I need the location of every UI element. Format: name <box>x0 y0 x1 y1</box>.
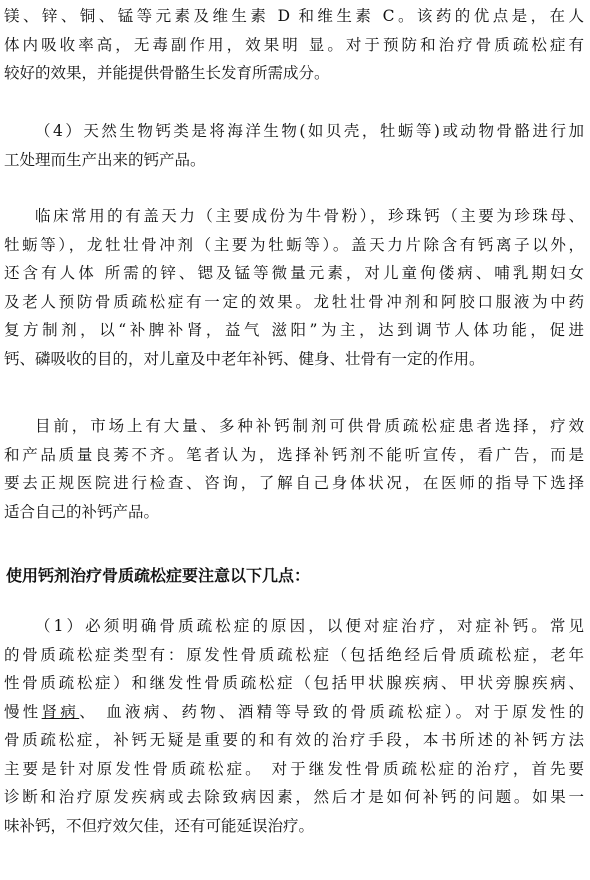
paragraph-osteoporosis-causes <box>4 612 584 840</box>
text-line: 目前，市场上有大量、多种补钙制剂可供骨质疏松症患者选择，疗效 <box>35 417 584 435</box>
text-line: 复方制剂，以“补脾补肾，益气 滋阳”为主，达到调节人体功能，促进 <box>4 321 584 339</box>
text-line: 镁、锌、铜、锰等元素及维生素 D 和维生素 C。该药的优点是，在人 <box>4 7 584 25</box>
text-line: 主要是针对原发性骨质疏松症。 对于继发性骨质疏松症的治疗，首先要 <box>4 759 584 778</box>
text-line: 钙、磷吸收的目的，对儿童及中老年补钙、健身、壮骨有一定的作用。 <box>4 349 485 368</box>
underlined-term: 肾病 <box>41 702 80 721</box>
text-line: （1）必须明确骨质疏松症的原因，以便对症治疗，对症补钙。常见 <box>35 617 584 635</box>
text-line: 临床常用的有盖天力（主要成份为牛骨粉），珍珠钙（主要为珍珠母、 <box>35 207 584 225</box>
text-line: 诊断和治疗原发疾病或去除致病因素，然后才是如何补钙的问题。如果一 <box>4 788 584 806</box>
text-line: 牡蛎等），龙牡壮骨冲剂（主要为牡蛎等）。盖天力片除含有钙离子以外， <box>4 235 584 254</box>
text-line: 味补钙，不但疗效欠佳，还有可能延误治疗。 <box>4 816 315 835</box>
text-fragment: 慢性 <box>4 702 42 721</box>
text-line: 的骨质疏松症类型有：原发性骨质疏松症（包括绝经后骨质疏松症，老年 <box>4 645 584 664</box>
text-line: 工处理而生产出来的钙产品。 <box>4 150 206 169</box>
text-line: 骨质疏松症，补钙无疑是重要的和有效的治疗手段，本书所述的补钙方法 <box>4 731 584 749</box>
text-fragment: 血液病、药物、酒精等导致的骨质疏松症）。对于原发性的 <box>106 702 584 721</box>
text-line: 适合自己的补钙产品。 <box>4 502 160 521</box>
text-line: 要去正规医院进行检查、咨询，了解自己身体状况，在医师的指导下选择 <box>4 474 584 492</box>
text-line: （4）天然生物钙类是将海洋生物(如贝壳，牡蛎等)或动物骨骼进行加 <box>35 122 584 140</box>
text-line: 及老人预防骨质疏松症有一定的效果。龙牡壮骨冲剂和阿胶口服液为中药 <box>4 292 584 311</box>
text-line: 体内吸收率高，无毒副作用，效果明 显。对于预防和治疗骨质疏松症有 <box>4 35 584 54</box>
text-line <box>4 698 584 727</box>
text-line: 和产品质量良莠不齐。笔者认为，选择补钙剂不能听宣传，看广告，而是 <box>4 445 584 464</box>
paragraph-market-advice <box>4 412 584 526</box>
text-line: 较好的效果，并能提供骨骼生长发育所需成分。 <box>4 64 330 82</box>
text-fragment: 、 <box>79 702 107 721</box>
paragraph-clinical-products <box>4 202 584 373</box>
text-line: 性骨质疏松症）和继发性骨质疏松症（包括甲状腺疾病、甲状旁腺疾病、 <box>4 674 584 692</box>
section-heading: 使用钙剂治疗骨质疏松症要注意以下几点： <box>6 566 311 585</box>
paragraph-natural-calcium <box>4 117 584 174</box>
text-line: 还含有人体 所需的锌、锶及锰等微量元素，对儿童佝偻病、哺乳期妇女 <box>4 264 584 282</box>
paragraph-calcium-compounds <box>4 2 584 88</box>
